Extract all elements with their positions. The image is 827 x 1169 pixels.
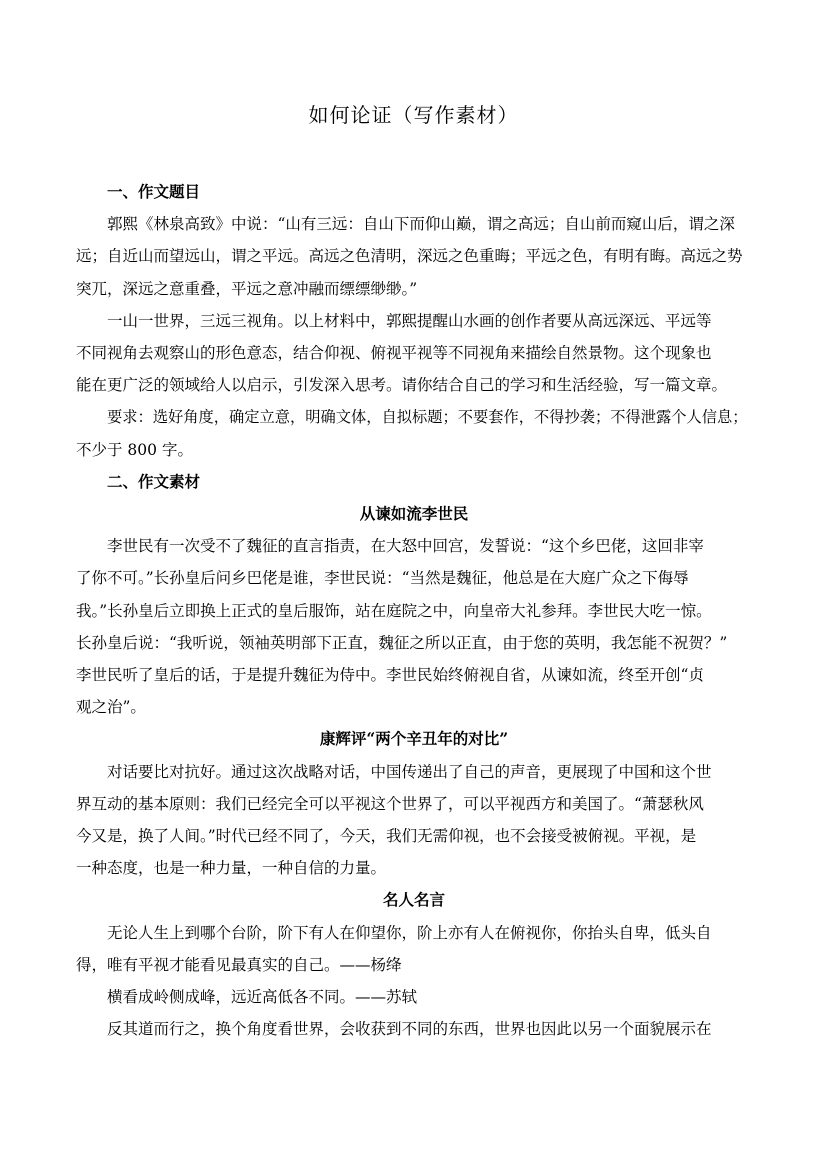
paragraph-line: 我。”长孙皇后立即换上正式的皇后服饰，站在庭院之中，向皇帝大礼参拜。李世民大吃一惊。	[76, 601, 712, 620]
section-heading: 一、作文题目	[107, 182, 201, 201]
paragraph-line: 李世民听了皇后的话，于是提升魏征为侍中。李世民始终俯视自省，从谏如流，终至开创“贞	[76, 666, 704, 685]
paragraph-line: 对话要比对抗好。通过这次战略对话，中国传递出了自己的声音，更展现了中国和这个世	[107, 762, 712, 781]
paragraph-line: 长孙皇后说：“我听说，领袖英明部下正直，魏征之所以正直，由于您的英明，我怎能不祝贺？”	[76, 633, 728, 652]
paragraph-line: 不同视角去观察山的形色意态，结合仰视、俯视平视等不同视角来描绘自然景物。这个现象也	[76, 344, 712, 363]
paragraph-line: 李世民有一次受不了魏征的直言指责，在大怒中回宫，发誓说：“这个乡巴佬，这回非宰	[107, 537, 704, 556]
paragraph-line: 一山一世界，三远三视角。以上材料中，郭熙提醒山水画的创作者要从高远深远、平远等	[107, 311, 712, 330]
paragraph-line: 观之治”。	[76, 698, 146, 717]
material-title: 从谏如流李世民	[359, 504, 469, 524]
paragraph-line: 一种态度，也是一种力量，一种自信的力量。	[76, 859, 387, 878]
section-heading: 二、作文素材	[107, 471, 201, 491]
paragraph-line: 远；自近山而望远山，谓之平远。高远之色清明，深远之色重晦；平远之色，有明有晦。高远之势	[76, 247, 743, 266]
paragraph-line: 反其道而行之，换个角度看世界，会收获到不同的东西，世界也因此以另一个面貌展示在	[107, 1020, 712, 1039]
paragraph-line: 能在更广泛的领域给人以启示，引发深入思考。请你结合自己的学习和生活经验，写一篇文章。	[76, 376, 728, 395]
paragraph-line: 郭熙《林泉高致》中说：“山有三远：自山下而仰山巅，谓之高远；自山前而窥山后，谓之深	[107, 215, 735, 234]
paragraph-line: 无论人生上到哪个台阶，阶下有人在仰望你，阶上亦有人在俯视你，你抬头自卑，低头自	[107, 923, 712, 942]
paragraph-line: 突兀，深远之意重叠，平远之意冲融而缥缥缈缈。”	[76, 279, 418, 298]
paragraph-line: 要求：选好角度，确定立意，明确文体，自拟标题；不要套作，不得抄袭；不得泄露个人信息；	[107, 408, 748, 427]
material-title: 康辉评“两个辛丑年的对比”	[319, 729, 509, 749]
paragraph-line: 今又是，换了人间。”时代已经不同了，今天，我们无需仰视，也不会接受被俯视。平视，是	[76, 827, 697, 846]
paragraph-line: 不少于 800 字。	[76, 440, 193, 459]
paragraph-line: 了你不可。”长孙皇后问乡巴佬是谁，李世民说：“当然是魏征，他总是在大庭广众之下侮辱	[76, 569, 689, 588]
document-body	[76, 176, 752, 1045]
paragraph-line: 得，唯有平视才能看见最真实的自己。——杨绛	[76, 955, 402, 974]
material-title: 名人名言	[382, 890, 445, 910]
document-title: 如何论证（写作素材）	[308, 103, 519, 127]
paragraph-line: 横看成岭侧成峰，远近高低各不同。——苏轼	[107, 988, 418, 1007]
paragraph-line: 界互动的基本原则：我们已经完全可以平视这个世界了，可以平视西方和美国了。“萧瑟秋风	[76, 794, 704, 813]
